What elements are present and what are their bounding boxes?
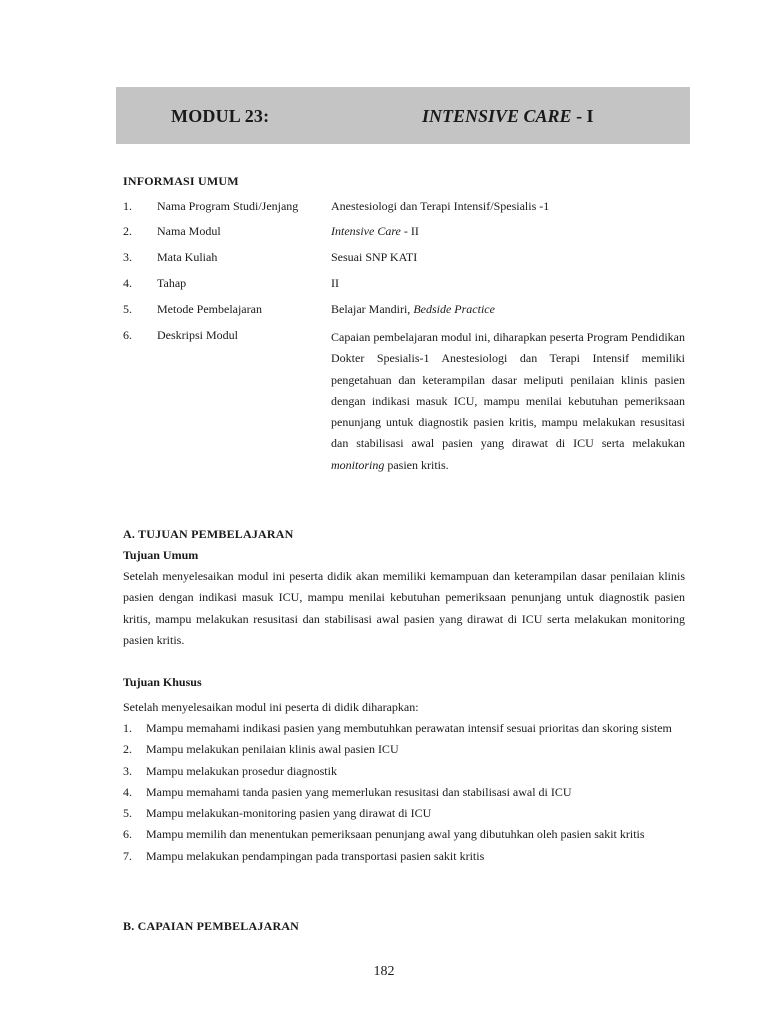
description-text: Capaian pembelajaran modul ini, diharapkan peserta Program Pendidikan Dokter Spesialis-1 Anestesiologi dan Terapi Intensif memiliki pengetahuan dan keterampilan dasar meliputi penilaian klinis pasien dengan indikasi masuk ICU, mampu menilai kebutuhan pemeriksaan penunjang untuk diagnostik pasien kritis, mampu melakukan resusitasi dan stabilisasi awal pasien yang dirawat di ICU serta melakukan: [331, 330, 685, 451]
info-row-value: II: [331, 276, 339, 290]
list-item-number: 3.: [123, 763, 132, 778]
list-item-number: 6.: [123, 827, 132, 842]
module-title: [422, 106, 594, 127]
list-item-number: 4.: [123, 784, 132, 799]
list-item-text: Mampu melakukan prosedur diagnostik: [146, 763, 337, 778]
list-item-number: 7.: [123, 848, 132, 863]
info-row-label: Deskripsi Modul: [157, 328, 238, 342]
info-row-number: 6.: [123, 328, 132, 342]
general-goal-text: Setelah menyelesaikan modul ini peserta didik akan memiliki kemampuan dan keterampilan dasar penilaian klinis pasien dengan indikasi masuk ICU, mampu menilai kebutuhan pemeriksaan penunjang untuk diagnostik pasien kritis, mampu melakukan resusitasi dan stabilisasi awal pasien yang dirawat di ICU serta melakukan monitoring pasien kritis.: [123, 569, 685, 647]
list-item-number: 1.: [123, 721, 132, 735]
list-item: [123, 761, 693, 782]
list-item: [123, 803, 693, 824]
list-item: [123, 782, 693, 803]
list-item-text: Mampu memahami indikasi pasien yang membutuhkan perawatan intensif sesuai prioritas dan skoring sistem: [146, 721, 672, 735]
section-a-heading: A. TUJUAN PEMBELAJARAN: [123, 527, 294, 541]
info-row-value: Anestesiologi dan Terapi Intensif/Spesialis -1: [331, 199, 550, 213]
list-item-text: Mampu memahami tanda pasien yang memerlukan resusitasi dan stabilisasi awal di ICU: [146, 784, 572, 799]
info-row-label: Tahap: [157, 276, 187, 290]
list-item: [123, 824, 693, 845]
info-row-value-italic: Intensive Care: [331, 224, 401, 238]
general-goal-title: Tujuan Umum: [123, 548, 199, 562]
specific-goal-list: [123, 718, 693, 867]
info-row-value: [331, 224, 419, 239]
list-item-text: Mampu melakukan pendampingan pada transportasi pasien sakit kritis: [146, 848, 485, 863]
info-row-number: 3.: [123, 250, 132, 264]
info-heading: INFORMASI UMUM: [123, 174, 239, 188]
list-item-text: Mampu melakukan-monitoring pasien yang dirawat di ICU: [146, 806, 432, 821]
list-item-number: 2.: [123, 742, 132, 757]
specific-goal-intro: Setelah menyelesaikan modul ini peserta di didik diharapkan:: [123, 700, 419, 714]
info-row-label: Nama Program Studi/Jenjang: [157, 199, 299, 213]
list-item-text: Mampu melakukan penilaian klinis awal pasien ICU: [146, 742, 399, 757]
info-row-number: 1.: [123, 199, 132, 213]
module-number: MODUL 23:: [171, 106, 270, 126]
list-item: [123, 846, 693, 867]
info-row-number: 5.: [123, 302, 132, 316]
info-row-label: Mata Kuliah: [157, 250, 218, 264]
description-text-end: pasien kritis.: [384, 457, 449, 472]
list-item: [123, 718, 693, 739]
section-b-heading: B. CAPAIAN PEMBELAJARAN: [123, 919, 300, 933]
list-item-text: Mampu memilih dan menentukan pemeriksaan penunjang awal yang dibutuhkan oleh pasien sakit kritis: [146, 827, 645, 842]
module-description: [331, 327, 685, 476]
info-row-value-rest: Belajar Mandiri,: [331, 302, 414, 316]
info-row-value-italic: Bedside Practice: [413, 302, 495, 316]
info-row-label: Metode Pembelajaran: [157, 302, 262, 316]
page-number: 182: [373, 964, 395, 979]
module-title-suffix: - I: [571, 106, 594, 126]
info-row-label: Nama Modul: [157, 224, 221, 238]
description-italic: monitoring: [331, 457, 385, 472]
info-row-number: 2.: [123, 224, 132, 238]
specific-goal-title: Tujuan Khusus: [123, 675, 202, 689]
info-row-value: Sesuai SNP KATI: [331, 250, 418, 264]
info-row-value-rest: - II: [400, 224, 419, 238]
list-item-number: 5.: [123, 806, 132, 821]
list-item: [123, 739, 693, 760]
module-title-text: INTENSIVE CARE: [422, 106, 572, 126]
module-header: [116, 87, 690, 144]
info-row-value: [331, 302, 495, 317]
info-row-number: 4.: [123, 276, 132, 290]
